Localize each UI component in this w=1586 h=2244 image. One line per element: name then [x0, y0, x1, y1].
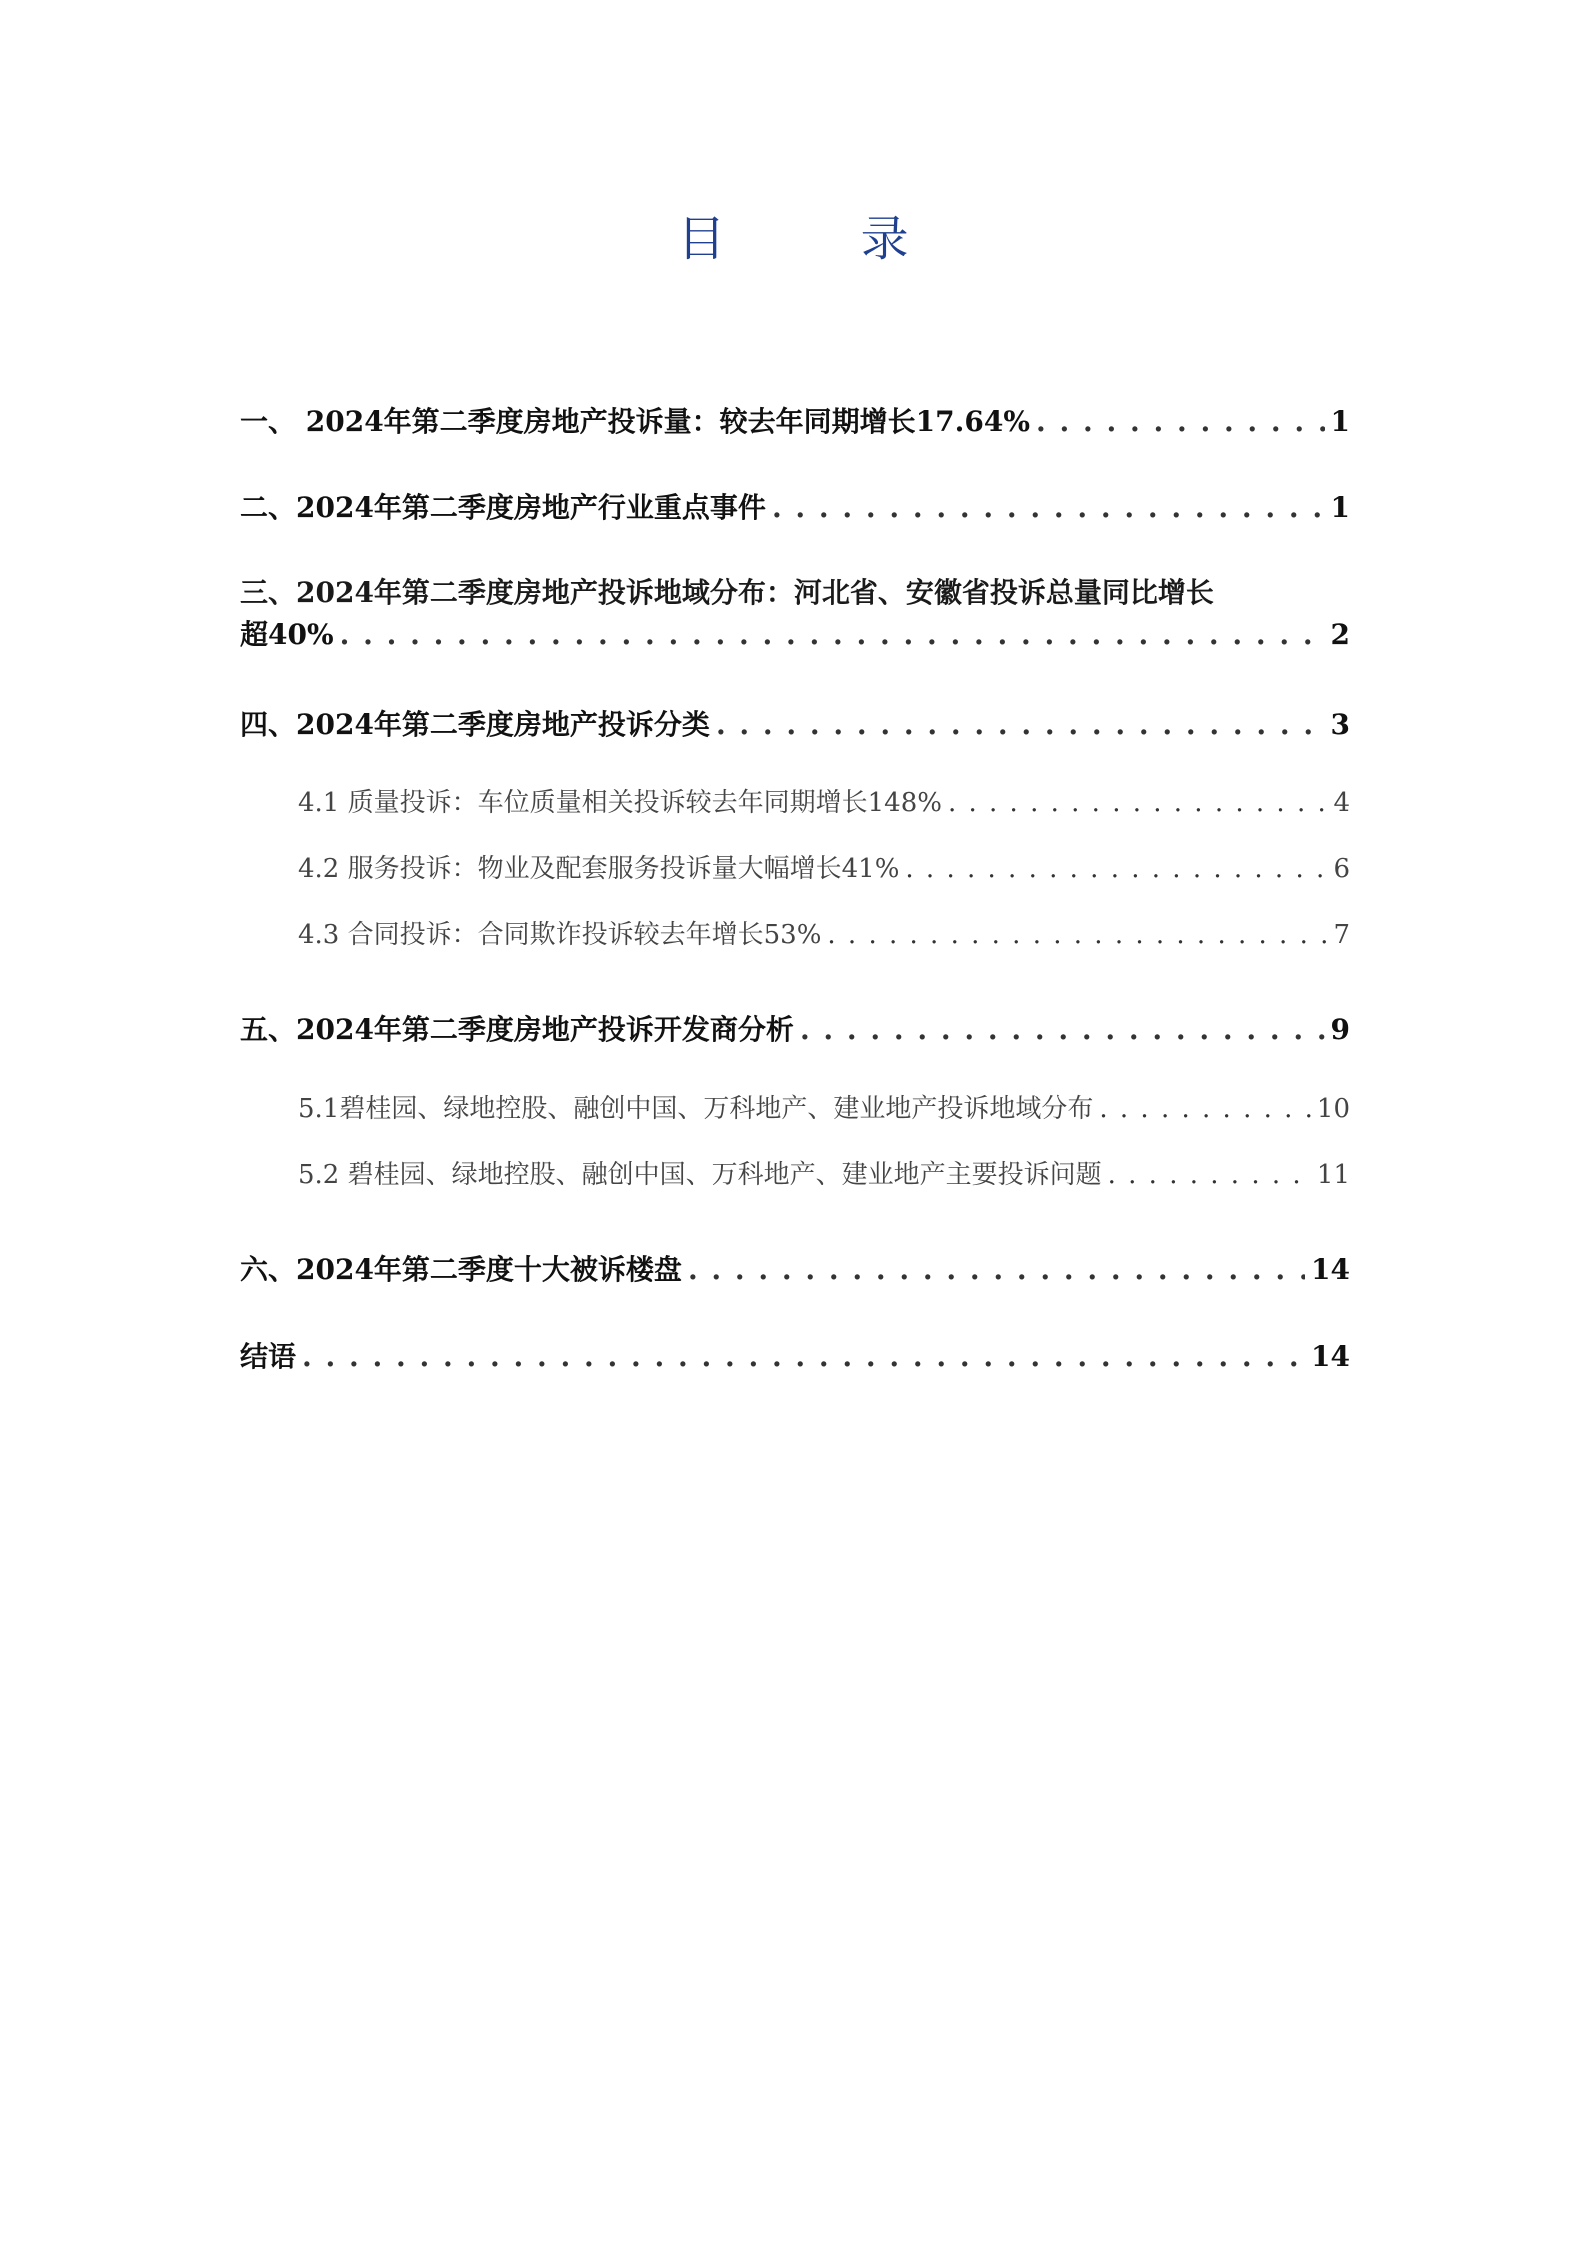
toc-entry-label: 四、2024年第二季度房地产投诉分类	[240, 708, 710, 741]
dot-leader	[302, 1340, 1305, 1373]
page-title: 目 录	[677, 211, 969, 267]
toc-subentry-4-3[interactable]	[298, 914, 1350, 951]
toc-page-number: 1	[1330, 405, 1350, 438]
toc-entry-4[interactable]	[240, 703, 1350, 743]
toc-entry-label: 五、2024年第二季度房地产投诉开发商分析	[240, 1013, 794, 1046]
toc-entry-label: 二、2024年第二季度房地产行业重点事件	[240, 491, 766, 524]
dot-leader	[905, 854, 1327, 884]
toc-entry-label: 4.1 质量投诉：车位质量相关投诉较去年同期增长148%	[298, 788, 942, 818]
toc-subentry-4-2[interactable]	[298, 848, 1350, 885]
toc-entry-label: 结语	[240, 1340, 297, 1373]
toc-entry-6[interactable]	[240, 1248, 1350, 1288]
toc-subentry-4-1[interactable]	[298, 782, 1350, 819]
dot-leader	[1108, 1160, 1311, 1190]
toc-page-number: 10	[1316, 1094, 1350, 1124]
toc-entry-label: 4.2 服务投诉：物业及配套服务投诉量大幅增长41%	[298, 854, 900, 884]
dot-leader	[340, 618, 1325, 651]
toc-page-number: 3	[1330, 708, 1350, 741]
toc-entry-7[interactable]	[240, 1335, 1350, 1375]
toc-page-number: 9	[1330, 1013, 1350, 1046]
toc-entry-3-line1[interactable]: 三、2024年第二季度房地产投诉地域分布：河北省、安徽省投诉总量同比增长	[240, 576, 1214, 609]
toc-entry-1[interactable]	[240, 400, 1350, 440]
toc-page-number: 1	[1330, 491, 1350, 524]
toc-entry-label: 超40%	[240, 618, 334, 651]
toc-subentry-5-2[interactable]	[298, 1154, 1350, 1191]
dot-leader	[827, 920, 1327, 950]
toc-entry-3[interactable]	[240, 613, 1350, 653]
dot-leader	[1099, 1094, 1311, 1124]
dot-leader	[772, 491, 1325, 524]
dot-leader	[1036, 405, 1325, 438]
toc-page-number: 11	[1316, 1160, 1350, 1190]
dot-leader	[948, 788, 1328, 818]
dot-leader	[688, 1253, 1305, 1286]
dot-leader	[800, 1013, 1325, 1046]
toc-entry-2[interactable]	[240, 486, 1350, 526]
toc-page-number: 6	[1333, 854, 1350, 884]
toc-entry-label: 5.2 碧桂园、绿地控股、融创中国、万科地产、建业地产主要投诉问题	[298, 1160, 1102, 1190]
toc-entry-label: 六、2024年第二季度十大被诉楼盘	[240, 1253, 682, 1286]
toc-entry-5[interactable]	[240, 1008, 1350, 1048]
toc-page-number: 7	[1333, 920, 1350, 950]
toc-subentry-5-1[interactable]	[298, 1088, 1350, 1125]
toc-page-number: 14	[1311, 1340, 1350, 1373]
toc-page-number: 4	[1333, 788, 1350, 818]
toc-page-number: 2	[1330, 618, 1350, 651]
toc-entry-label: 4.3 合同投诉：合同欺诈投诉较去年增长53%	[298, 920, 822, 950]
toc-entry-label: 5.1碧桂园、绿地控股、融创中国、万科地产、建业地产投诉地域分布	[298, 1094, 1094, 1124]
toc-entry-label: 一、 2024年第二季度房地产投诉量：较去年同期增长17.64%	[240, 405, 1030, 438]
toc-page-number: 14	[1311, 1253, 1350, 1286]
dot-leader	[716, 708, 1325, 741]
